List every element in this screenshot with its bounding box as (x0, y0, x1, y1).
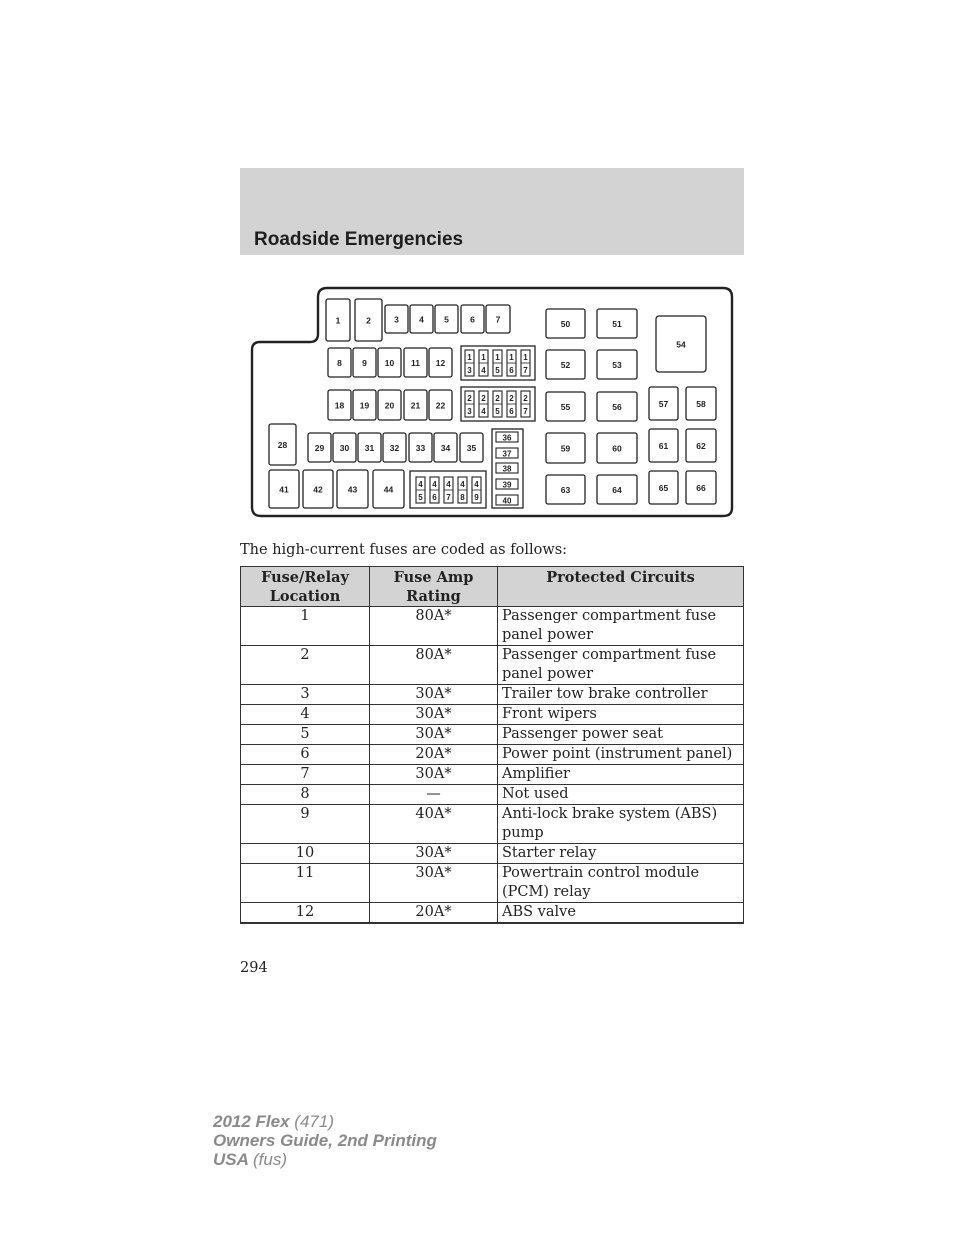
fuse-21-label: 21 (410, 400, 421, 411)
fuse-42-label: 42 (313, 484, 323, 495)
fuse-2-label: 2 (366, 315, 371, 326)
fuse-34-label: 34 (440, 443, 451, 453)
cell-rating: 20A* (370, 903, 498, 924)
fuse-41-label: 41 (279, 484, 289, 495)
fuse-23-label-ones: 3 (467, 407, 472, 416)
cell-rating: — (370, 785, 498, 805)
fuse-4-label: 4 (419, 314, 424, 325)
fuse-24-label-ones: 4 (481, 407, 486, 416)
cell-circuit: Anti-lock brake system (ABS) pump (498, 805, 744, 844)
fuse-33-label: 33 (415, 443, 426, 453)
table-row (241, 805, 744, 844)
fuse-17-label-tens: 1 (523, 353, 528, 362)
fuse-52-label: 52 (560, 360, 571, 370)
fuse-10-label: 10 (384, 358, 395, 368)
cell-location: 7 (241, 765, 370, 785)
fuse-25-label-tens: 2 (495, 394, 500, 403)
table-row (241, 765, 744, 785)
fuse-58-label: 58 (696, 399, 706, 409)
footer-market: USA (213, 1150, 249, 1169)
col-header-circuits: Protected Circuits (498, 567, 744, 607)
table-row (241, 705, 744, 725)
fuse-65-label: 65 (658, 483, 669, 493)
cell-rating: 30A* (370, 765, 498, 785)
fuse-31-label: 31 (364, 443, 375, 453)
fuse-43-label: 43 (347, 484, 358, 495)
cell-circuit: Not used (498, 785, 744, 805)
cell-location: 6 (241, 745, 370, 765)
fuse-13-label-tens: 1 (467, 353, 472, 362)
fuse-13-label-ones: 3 (467, 366, 472, 375)
cell-location: 4 (241, 705, 370, 725)
cell-circuit: Trailer tow brake controller (498, 685, 744, 705)
fuse-61-label: 61 (658, 441, 669, 451)
fuse-16-label-ones: 6 (509, 366, 514, 375)
cell-rating: 30A* (370, 705, 498, 725)
footer-guide: Owners Guide, 2nd Printing (213, 1131, 437, 1150)
fuse-table (240, 566, 744, 924)
fuse-26-label-tens: 2 (509, 394, 514, 403)
fuse-49-label-tens: 4 (474, 480, 479, 489)
fuse-16-label-tens: 1 (509, 353, 514, 362)
section-header-band (240, 168, 744, 255)
fuse-59-label: 59 (560, 443, 571, 454)
fuse-40-label: 40 (502, 496, 512, 506)
fuse-14-label-tens: 1 (481, 353, 486, 362)
fuse-38-label: 38 (502, 464, 512, 474)
fuse-22-label: 22 (435, 400, 446, 411)
cell-rating: 30A* (370, 864, 498, 903)
fuse-62-label: 62 (696, 441, 706, 451)
fuse-12-label: 12 (435, 358, 446, 368)
cell-location: 8 (241, 785, 370, 805)
fuse-53-label: 53 (612, 360, 622, 370)
fuse-45-label-ones: 5 (418, 493, 423, 502)
page-number: 294 (240, 960, 268, 976)
fuse-57-label: 57 (658, 399, 669, 409)
table-header-row (241, 567, 744, 607)
table-row (241, 607, 744, 646)
cell-circuit: Front wipers (498, 705, 744, 725)
fuse-64-label: 64 (612, 485, 622, 495)
fuse-37-label: 37 (502, 449, 512, 459)
fuse-51-label: 51 (612, 319, 622, 329)
cell-location: 12 (241, 903, 370, 924)
fuse-30-label: 30 (339, 443, 350, 453)
table-row (241, 903, 744, 924)
fuse-48-label-tens: 4 (460, 480, 465, 489)
cell-rating: 80A* (370, 607, 498, 646)
footer-model-code: (471) (294, 1112, 334, 1131)
fuse-panel-diagram (248, 284, 736, 520)
fuse-36-label: 36 (502, 433, 512, 443)
fuse-27-label-ones: 7 (523, 407, 528, 416)
cell-circuit: Powertrain control module (PCM) relay (498, 864, 744, 903)
cell-location: 10 (241, 844, 370, 864)
fuse-47-label-tens: 4 (446, 480, 451, 489)
fuse-20-label: 20 (384, 400, 395, 411)
fuse-48-label-ones: 8 (460, 493, 465, 502)
fuse-7-label: 7 (495, 314, 501, 325)
cell-circuit: Passenger compartment fuse panel power (498, 646, 744, 685)
table-row (241, 844, 744, 864)
fuse-15-label-tens: 1 (495, 353, 500, 362)
table-row (241, 685, 744, 705)
cell-location: 9 (241, 805, 370, 844)
fuse-1-label: 1 (335, 315, 341, 326)
cell-circuit: Passenger power seat (498, 725, 744, 745)
cell-rating: 30A* (370, 685, 498, 705)
section-title: Roadside Emergencies (254, 229, 464, 250)
fuse-63-label: 63 (560, 485, 571, 495)
footer-edition (213, 1112, 437, 1169)
fuse-39-label: 39 (502, 480, 512, 490)
table-row (241, 646, 744, 685)
footer-market-code: (fus) (253, 1150, 287, 1169)
intro-text: The high-current fuses are coded as follows: (240, 542, 568, 558)
table-row (241, 745, 744, 765)
fuse-49-label-ones: 9 (474, 493, 479, 502)
fuse-45-label-tens: 4 (418, 480, 423, 489)
fuse-55-label: 55 (560, 402, 571, 412)
cell-rating: 20A* (370, 745, 498, 765)
fuse-46-label-ones: 6 (432, 493, 437, 502)
fuse-6-label: 6 (470, 314, 475, 325)
table-row (241, 725, 744, 745)
cell-rating: 40A* (370, 805, 498, 844)
fuse-23-label-tens: 2 (467, 394, 472, 403)
fuse-26-label-ones: 6 (509, 407, 514, 416)
cell-circuit: Starter relay (498, 844, 744, 864)
table-row (241, 785, 744, 805)
fuse-14-label-ones: 4 (481, 366, 486, 375)
cell-location: 5 (241, 725, 370, 745)
fuse-9-label: 9 (362, 358, 367, 368)
fuse-25-label-ones: 5 (495, 407, 500, 416)
col-header-rating: Fuse Amp Rating (370, 567, 498, 607)
fuse-15-label-ones: 5 (495, 366, 500, 375)
table-row (241, 864, 744, 903)
cell-circuit: Power point (instrument panel) (498, 745, 744, 765)
fuse-8-label: 8 (337, 358, 342, 368)
cell-location: 1 (241, 607, 370, 646)
fuse-11-label: 11 (411, 358, 420, 368)
cell-circuit: Amplifier (498, 765, 744, 785)
cell-circuit: ABS valve (498, 903, 744, 924)
fuse-3-label: 3 (394, 314, 399, 325)
cell-rating: 30A* (370, 844, 498, 864)
col-header-location: Fuse/Relay Location (241, 567, 370, 607)
fuse-46-label-tens: 4 (432, 480, 437, 489)
cell-rating: 80A* (370, 646, 498, 685)
cell-location: 2 (241, 646, 370, 685)
fuse-18-label: 18 (334, 400, 345, 411)
fuse-47-label-ones: 7 (446, 493, 451, 502)
fuse-44-label: 44 (383, 484, 394, 495)
fuse-54-label: 54 (676, 339, 686, 350)
cell-circuit: Passenger compartment fuse panel power (498, 607, 744, 646)
fuse-17-label-ones: 7 (523, 366, 528, 375)
fuse-35-label: 35 (466, 443, 477, 453)
cell-location: 11 (241, 864, 370, 903)
fuse-24-label-tens: 2 (481, 394, 486, 403)
cell-rating: 30A* (370, 725, 498, 745)
fuse-56-label: 56 (612, 402, 622, 412)
cell-location: 3 (241, 685, 370, 705)
fuse-28-label: 28 (277, 440, 288, 450)
fuse-66-label: 66 (696, 483, 706, 493)
fuse-29-label: 29 (314, 443, 325, 453)
fuse-50-label: 50 (560, 319, 571, 329)
footer-model: 2012 Flex (213, 1112, 290, 1131)
fuse-5-label: 5 (444, 314, 449, 325)
fuse-60-label: 60 (612, 443, 622, 454)
fuse-32-label: 32 (389, 443, 400, 453)
fuse-27-label-tens: 2 (523, 394, 528, 403)
fuse-19-label: 19 (359, 400, 370, 411)
